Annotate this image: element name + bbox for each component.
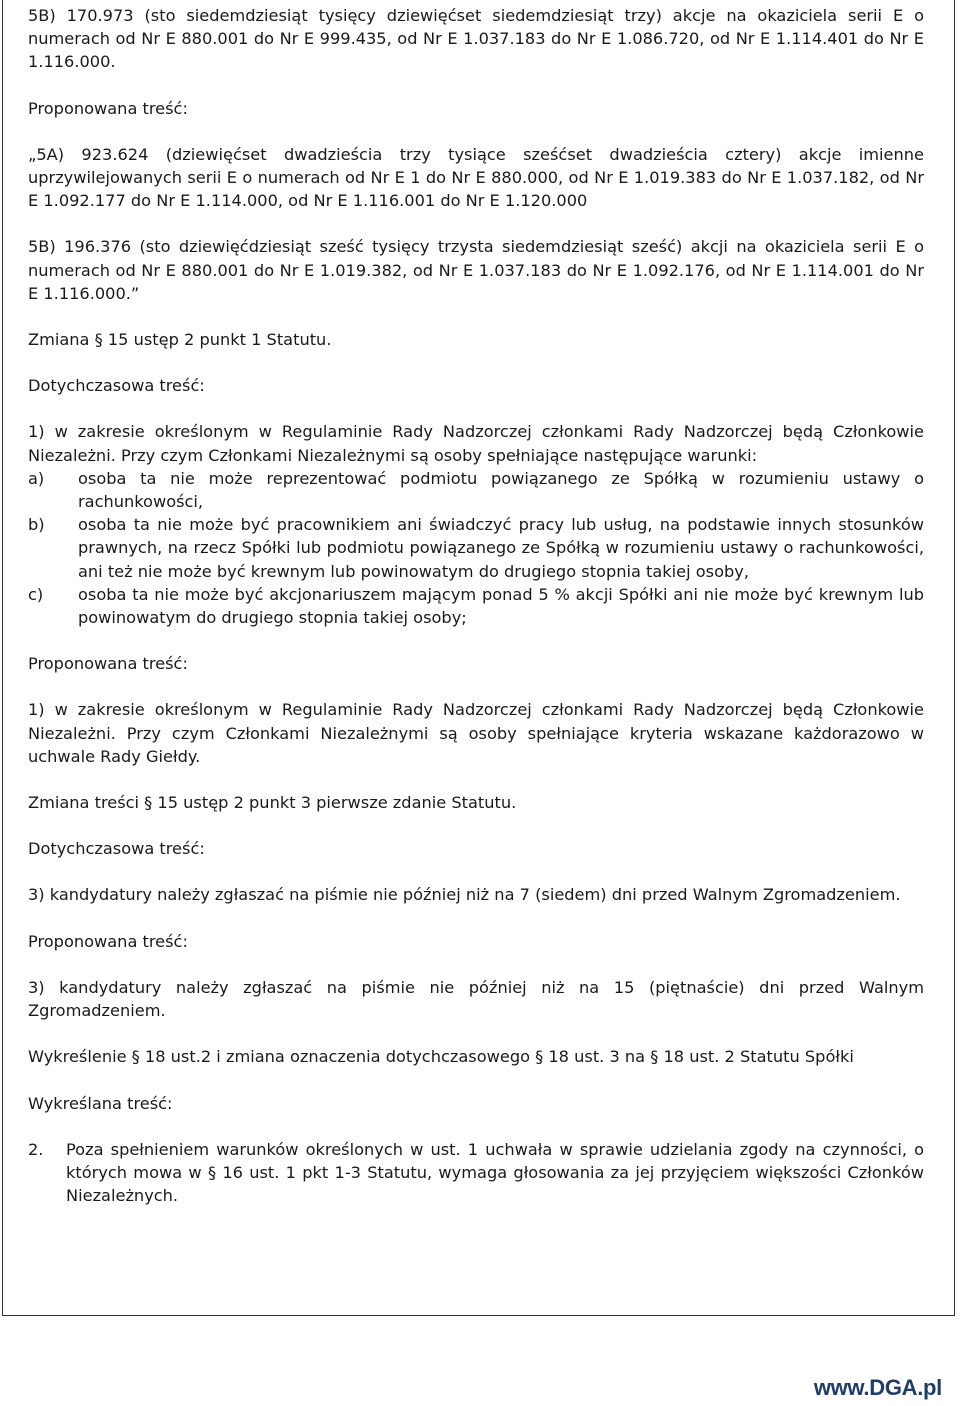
heading-deletion-18: Wykreślenie § 18 ust.2 i zmiana oznaczenia dotychczasowego § 18 ust. 3 na § 18 ust. 2 Statutu Spółki bbox=[28, 1047, 854, 1067]
list-mark: a) bbox=[28, 468, 45, 488]
list-text: osoba ta nie może reprezentować podmiotu powiązanego ze Spółką w rozumieniu ustawy o rachunkowości, bbox=[78, 468, 924, 512]
heading-proposed-1: Proponowana treść: bbox=[28, 98, 188, 118]
heading-change-15-2-1: Zmiana § 15 ustęp 2 punkt 1 Statutu. bbox=[28, 330, 332, 350]
paragraph-current-2: 3) kandydatury należy zgłaszać na piśmie nie później niż na 7 (siedem) dni przed Walnym Zgromadzeniem. bbox=[28, 885, 901, 905]
paragraph-5b-new: 5B) 196.376 (sto dziewięćdziesiąt sześć tysięcy trzysta siedemdziesiąt sześć) akcji na okaziciela serii E o numerach od Nr E 880.001 do Nr E 1.019.382, od Nr E 1.037.183 do Nr E 1.092.176, od Nr E 1.114.001 do Nr E 1.116.000.” bbox=[28, 237, 924, 303]
list-item bbox=[28, 513, 924, 583]
item-text: Poza spełnieniem warunków określonych w ust. 1 uchwała w sprawie udzielania zgody na czynności, o których mowa w § 16 ust. 1 pkt 1-3 Statutu, wymaga głosowania za jej przyjęciem większości Członków Niezależnych. bbox=[66, 1139, 924, 1206]
conditions-list bbox=[28, 467, 924, 629]
dga-logo: www.DGA.pl bbox=[813, 1375, 942, 1400]
list-mark: b) bbox=[28, 515, 45, 535]
paragraph-5b-old: 5B) 170.973 (sto siedemdziesiąt tysięcy dziewięćset siedemdziesiąt trzy) akcje na okaziciela serii E o numerach od Nr E 880.001 do Nr E 999.435, od Nr E 1.037.183 do Nr E 1.086.720, od Nr E 1.114.401 do Nr E 1.116.000. bbox=[28, 6, 924, 72]
heading-change-15-2-3: Zmiana treści § 15 ustęp 2 punkt 3 pierwsze zdanie Statutu. bbox=[28, 793, 517, 813]
list-item bbox=[28, 467, 924, 513]
list-text: osoba ta nie może być pracownikiem ani świadczyć pracy lub usług, na podstawie innych stosunków prawnych, na rzecz Spółki lub podmiotu powiązanego ze Spółką w rozumieniu ustawy o rachunkowości, ani też nie może być krewnym lub powinowatym do drugiego stopnia takiej osoby, bbox=[78, 515, 924, 581]
list-item bbox=[28, 583, 924, 629]
list-text: osoba ta nie może być akcjonariuszem mającym ponad 5 % akcji Spółki ani nie może być krewnym lub powinowatym do drugiego stopnia takiej osoby; bbox=[78, 584, 924, 628]
heading-current-2: Dotychczasowa treść: bbox=[28, 839, 205, 859]
list-mark: c) bbox=[28, 584, 44, 604]
deleted-item bbox=[28, 1138, 924, 1208]
paragraph-5a-new: „5A) 923.624 (dziewięćset dwadzieścia trzy tysiące sześćset dwadzieścia cztery) akcje imienne uprzywilejowanych serii E o numerach od Nr E 1 do Nr E 880.000, od Nr E 1.019.383 do Nr E 1.037.182, od Nr E 1.092.177 do Nr E 1.114.000, od Nr E 1.116.001 do Nr E 1.120.000 bbox=[28, 144, 924, 211]
heading-proposed-3: Proponowana treść: bbox=[28, 931, 188, 951]
heading-deleted-text: Wykreślana treść: bbox=[28, 1093, 173, 1113]
paragraph-proposed-3: 3) kandydatury należy zgłaszać na piśmie nie później niż na 15 (piętnaście) dni przed Walnym Zgromadzeniem. bbox=[28, 977, 924, 1021]
heading-current-1: Dotychczasowa treść: bbox=[28, 376, 205, 396]
item-number: 2. bbox=[28, 1139, 44, 1159]
document-body bbox=[28, 4, 924, 1207]
paragraph-proposed-2: 1) w zakresie określonym w Regulaminie Rady Nadzorczej członkami Rady Nadzorczej będą Członkowie Niezależni. Przy czym Członkami Niezależnymi są osoby spełniające kryteria wskazane każdorazowo w uchwale Rady Giełdy. bbox=[28, 700, 924, 766]
paragraph-current-1: 1) w zakresie określonym w Regulaminie Rady Nadzorczej członkami Rady Nadzorczej będą Członkowie Niezależni. Przy czym Członkami Niezależnymi są osoby spełniające następujące warunki: bbox=[28, 422, 924, 465]
heading-proposed-2: Proponowana treść: bbox=[28, 654, 188, 674]
